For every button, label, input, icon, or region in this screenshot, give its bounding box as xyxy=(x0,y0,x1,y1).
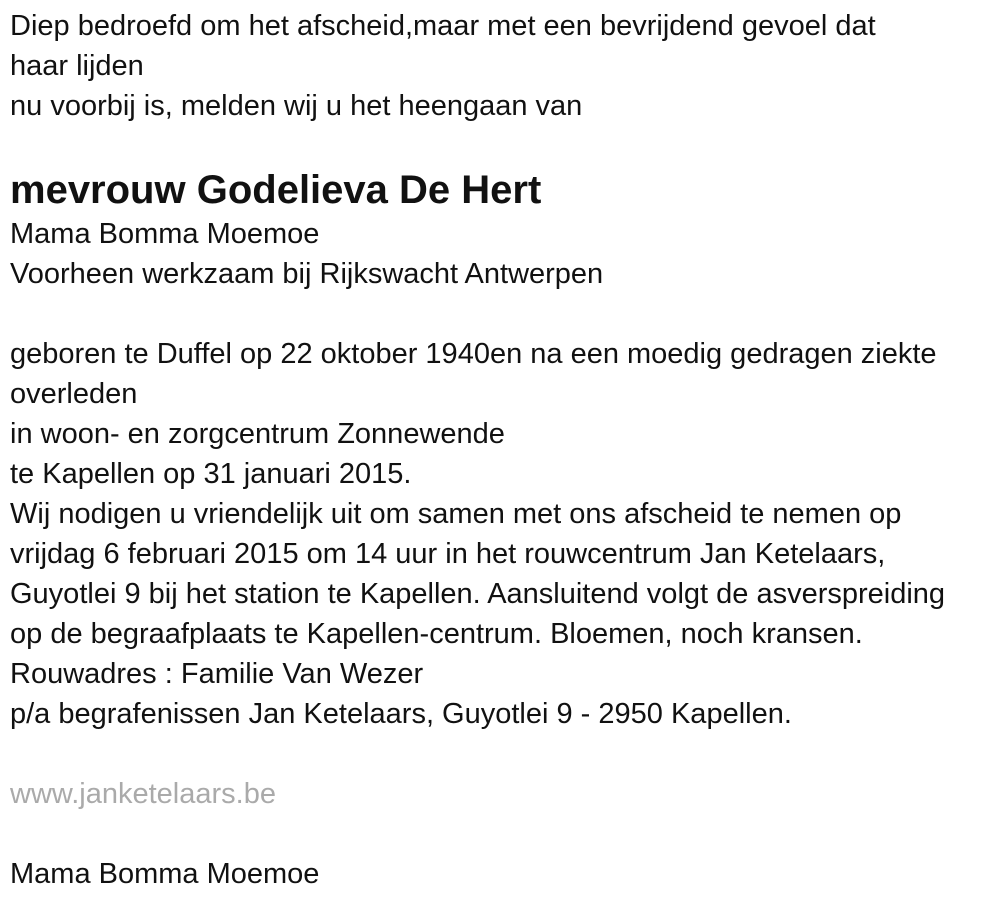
detail-line: geboren te Duffel op 22 oktober 1940en na een moedig gedragen ziekte xyxy=(10,338,937,370)
closing-nickname: Mama Bomma Moemoe xyxy=(10,858,320,890)
deceased-name: mevrouw Godelieva De Hert xyxy=(10,168,542,212)
detail-line: te Kapellen op 31 januari 2015. xyxy=(10,458,412,490)
spacer xyxy=(10,126,995,166)
website-row xyxy=(10,774,995,814)
detail-line: overleden xyxy=(10,378,138,410)
detail-line: in woon- en zorgcentrum Zonnewende xyxy=(10,418,505,450)
details-block xyxy=(10,334,995,734)
spacer xyxy=(10,814,995,854)
website-link[interactable]: www.janketelaars.be xyxy=(10,778,276,810)
intro-block xyxy=(10,6,995,126)
mourning-address: Rouwadres : Familie Van Wezer xyxy=(10,658,424,690)
intro-line: nu voorbij is, melden wij u het heengaan van xyxy=(10,90,583,122)
death-notice xyxy=(10,6,995,894)
detail-line: vrijdag 6 februari 2015 om 14 uur in het rouwcentrum Jan Ketelaars, xyxy=(10,538,886,570)
intro-line: Diep bedroefd om het afscheid,maar met een bevrijdend gevoel dat xyxy=(10,10,876,42)
subtitle-block xyxy=(10,214,995,294)
spacer xyxy=(10,294,995,334)
detail-line: Guyotlei 9 bij het station te Kapellen. Aansluitend volgt de asverspreiding xyxy=(10,578,946,610)
spacer xyxy=(10,734,995,774)
funeral-home-address: p/a begrafenissen Jan Ketelaars, Guyotlei 9 - 2950 Kapellen. xyxy=(10,698,792,730)
detail-line: Wij nodigen u vriendelijk uit om samen met ons afscheid te nemen op xyxy=(10,498,902,530)
nickname: Mama Bomma Moemoe xyxy=(10,218,320,250)
detail-line: op de begraafplaats te Kapellen-centrum. Bloemen, noch kransen. xyxy=(10,618,863,650)
intro-line: haar lijden xyxy=(10,50,144,82)
occupation: Voorheen werkzaam bij Rijkswacht Antwerpen xyxy=(10,258,604,290)
